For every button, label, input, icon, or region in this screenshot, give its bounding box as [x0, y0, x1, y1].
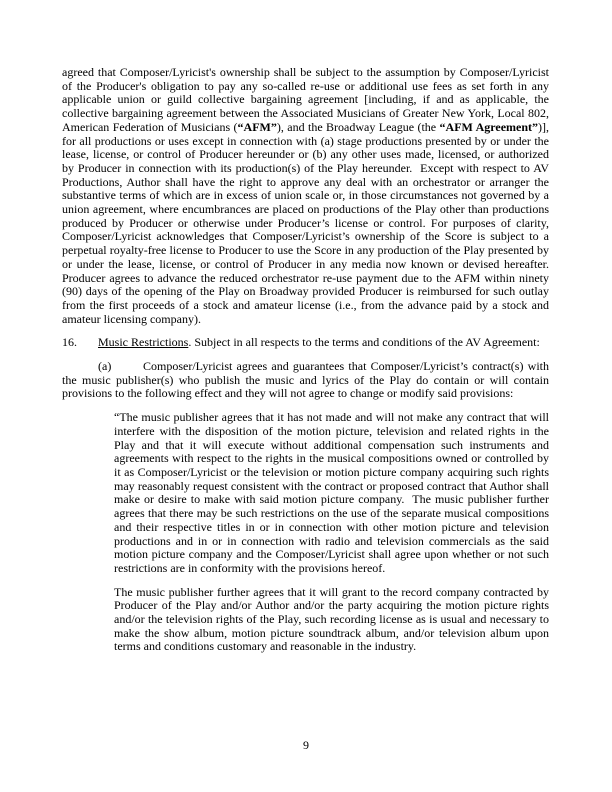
text-run: Composer/Lyricist agrees and guarantees that Composer/Lyricist’s contract(s) with the music publisher(s) who publish the music and lyrics of the Play do contain or will contain provisions to the following effect and they will not agree to change or modify said provisions: — [62, 359, 549, 401]
text-run: . Subject in all respects to the terms and conditions of the AV Agreement: — [188, 335, 540, 350]
text-run: )], for all productions or uses except in connection with (a) stage productions presented by or under the lease, license, or control of Producer hereunder or (b) any other uses made, licensed, or authorized by Producer in connection with its production(s) of the Play hereunder. Except with respect to AV Productions, Author shall have the right to approve any deal with an orchestrator or arranger the substantive terms of which are in excess of union scale or, in those circumstances not governed by a union agreement, where encumbrances are placed on productions of the Play other than productions produced by Producer or otherwise under Producer’s license or control. For purposes of clarity, Composer/Lyricist acknowledges that Composer/Lyricist’s ownership of the Score is subject to a perpetual royalty-free license to Producer to use the Score in any production of the Play presented by or under the lease, license, or control of Producer in any media now known or devised hereafter. Producer agrees to advance the reduced orchestrator re-use payment due to the AFM within ninety (90) days of the opening of the Play on Broadway provided Producer is reimbursed for such outlay from the first proceeds of a stock and amateur license (i.e., from the advance paid by a stock and amateur licensing company). — [62, 119, 550, 326]
paragraph-number: 16. — [62, 335, 77, 350]
paragraph-number: (a) — [98, 359, 112, 374]
paragraph-3 — [62, 360, 549, 401]
text-run: Music Restrictions — [98, 335, 189, 350]
paragraph-2 — [62, 336, 549, 350]
page-number: 9 — [303, 738, 309, 752]
paragraph-5 — [114, 586, 549, 655]
text-run: “The music publisher agrees that it has not made and will not make any contract that will interfere with the disposition of the motion picture, television and related rights in the Play and that it will execute without additional compensation such instruments and agreements with respect to the rights in the musical compositions owned or controlled by it as Composer/Lyricist or the television or motion picture company acquiring such rights may reasonably request consistent with the contract or proposed contract that Author shall make or desire to make with said motion picture company. The music publisher further agrees that there may be such restrictions on the use of the separate musical compositions and their respective titles in or in connection with other motion picture and television productions and in or in connection with radio and television commercials as the said motion picture company and the Composer/Lyricist shall agree upon whether or not such restrictions are in conformity with the provisions hereof. — [114, 410, 549, 575]
text-run: “AFM” — [237, 119, 277, 134]
document-body — [62, 66, 549, 654]
paragraph-1 — [62, 66, 549, 326]
paragraph-4 — [114, 411, 549, 575]
text-run: “AFM Agreement” — [439, 119, 539, 134]
text-run: ), and the Broadway League (the — [276, 119, 440, 134]
text-run: agreed that Composer/Lyricist's ownership shall be subject to the assumption by Composer/Lyricist of the Producer's obligation to pay any so-called re-use or additional use fees as set forth in any applicable union or guild collective bargaining agreement [including, if and as applicable, the collective bargaining agreement between the Associated Musicians of Greater New York, Local 802, American Federation of Musicians ( — [62, 65, 549, 134]
text-run: The music publisher further agrees that it will grant to the record company contracted by Producer of the Play and/or Author and/or the party acquiring the motion picture rights and/or the television rights of the Play, such recording license as is usual and necessary to make the show album, motion picture soundtrack album, and/or television album upon terms and conditions customary and reasonable in the industry. — [114, 584, 549, 654]
